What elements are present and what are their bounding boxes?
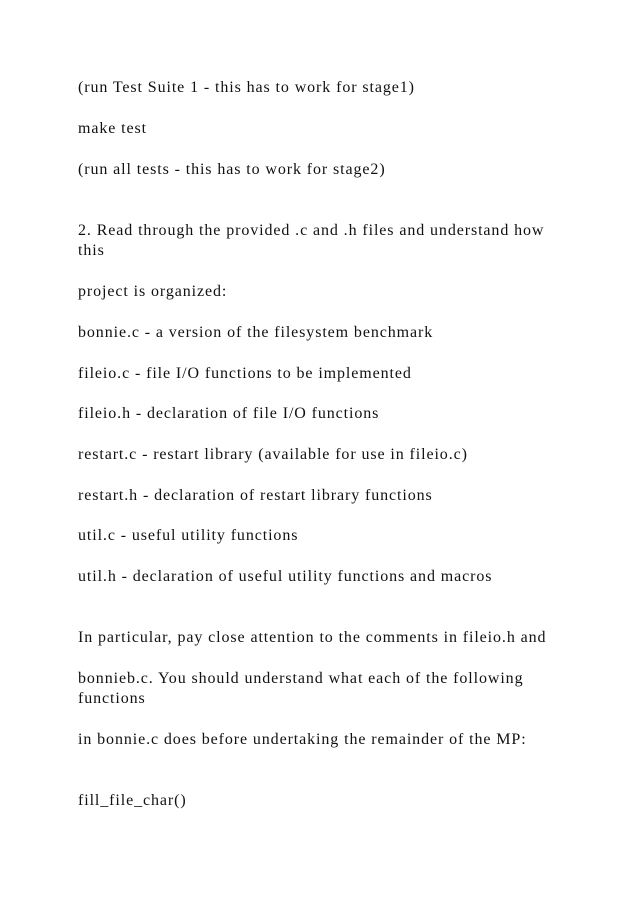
text-line-fileio-c: fileio.c - file I/O functions to be implemented xyxy=(78,365,412,382)
text-line-util-h: util.h - declaration of useful utility functions and macros xyxy=(78,568,493,585)
text-line-this: this xyxy=(78,242,105,259)
text-line-in-particular: In particular, pay close attention to the comments in fileio.h and xyxy=(78,629,547,646)
text-line-restart-c: restart.c - restart library (available for use in fileio.c) xyxy=(78,446,468,463)
text-line-in-bonnie-c: in bonnie.c does before undertaking the remainder of the MP: xyxy=(78,731,527,748)
text-line-fill-file-char: fill_file_char() xyxy=(78,792,187,809)
text-line-read-through: 2. Read through the provided .c and .h files and understand how xyxy=(78,222,545,239)
text-line-make-test: make test xyxy=(78,120,147,137)
text-line-restart-h: restart.h - declaration of restart library functions xyxy=(78,487,433,504)
text-line-util-c: util.c - useful utility functions xyxy=(78,527,299,544)
text-line-project-organized: project is organized: xyxy=(78,283,228,300)
text-line-bonnie-c: bonnie.c - a version of the filesystem benchmark xyxy=(78,324,434,341)
text-line-bonnieb-c: bonnieb.c. You should understand what each of the following xyxy=(78,670,524,687)
text-line-run-all-tests: (run all tests - this has to work for stage2) xyxy=(78,161,386,178)
text-line-fileio-h: fileio.h - declaration of file I/O functions xyxy=(78,405,380,422)
text-line-functions: functions xyxy=(78,690,146,707)
text-line-run-test-suite: (run Test Suite 1 - this has to work for stage1) xyxy=(78,79,415,96)
